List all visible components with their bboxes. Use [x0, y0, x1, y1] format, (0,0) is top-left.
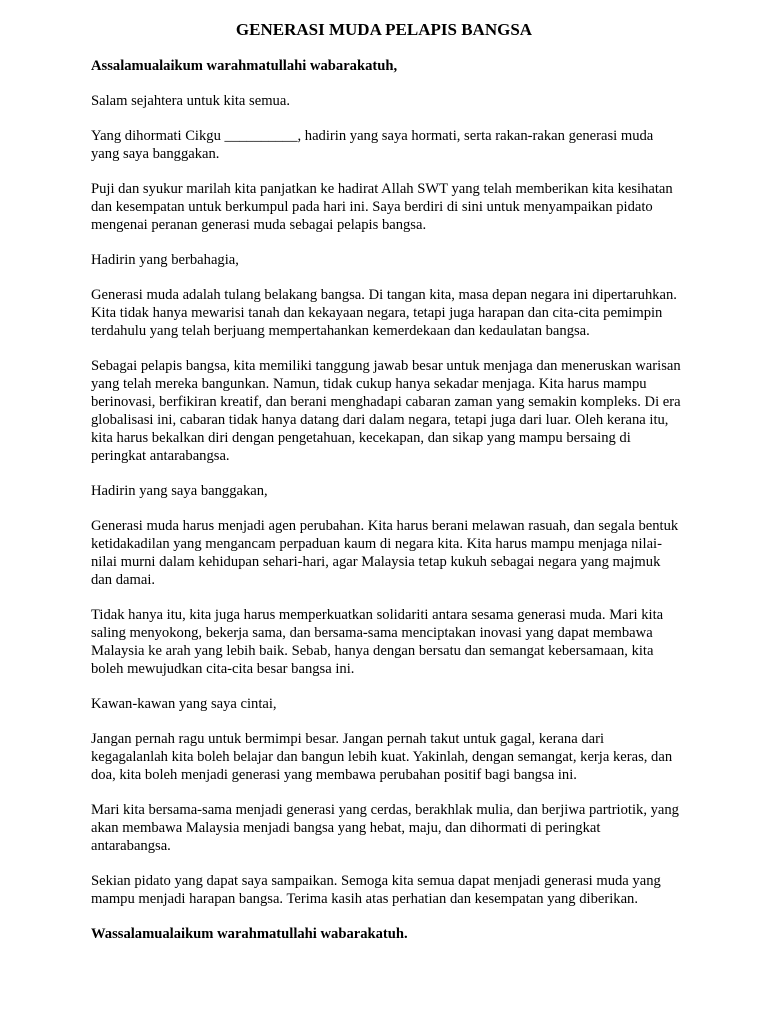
paragraph-solidariti: Tidak hanya itu, kita juga harus memperkuatkan solidariti antara sesama generasi muda. Mari kita saling menyokong, bekerja sama, dan bersama-sama menciptakan inovasi yang dapat membawa Malaysia ke arah yang lebih baik. Sebab, hanya dengan bersatu dan semangat kebersamaan, kita boleh mewujudkan cita-cita besar bangsa ini.: [91, 607, 664, 677]
paragraph-bermimpi-besar: Jangan pernah ragu untuk bermimpi besar. Jangan pernah takut untuk gagal, kerana dari kegagalanlah kita boleh belajar dan bangun lebih kuat. Yakinlah, dengan semangat, kerja keras, dan doa, kita boleh menjadi generasi yang membawa perubahan positif bagi bangsa ini.: [91, 731, 673, 783]
paragraph-pelapis-bangsa: Sebagai pelapis bangsa, kita memiliki tanggung jawab besar untuk menjaga dan meneruskan warisan yang telah mereka bangunkan. Namun, tidak cukup hanya sekadar menjaga. Kita harus mampu berinovasi, berfikiran kreatif, dan berani menghadapi cabaran zaman yang semakin kompleks. Di era globalisasi ini, cabaran tidak hanya datang dari dalam negara, tetapi juga dari luar. Oleh kerana itu, kita harus bekalkan diri dengan pengetahuan, kecekapan, dan sikap yang mampu bersaing di peringkat antarabangsa.: [91, 358, 681, 464]
paragraph-agen-perubahan: Generasi muda harus menjadi agen perubahan. Kita harus berani melawan rasuah, dan segala bentuk ketidakadilan yang mengancam perpaduan kaum di negara kita. Kita harus mampu menjaga nilai-nilai murni dalam kehidupan sehari-hari, agar Malaysia tetap kukuh sebagai negara yang majmuk dan damai.: [91, 518, 679, 588]
greeting: Assalamualaikum warahmatullahi wabarakatuh,: [91, 58, 398, 74]
paragraph-generasi-cerdas: Mari kita bersama-sama menjadi generasi yang cerdas, berakhlak mulia, dan berjiwa partriotik, yang akan membawa Malaysia menjadi bangsa yang hebat, maju, dan dihormati di peringkat antarabangsa.: [91, 802, 679, 854]
document-body: [91, 57, 681, 960]
paragraph-tulang-belakang: Generasi muda adalah tulang belakang bangsa. Di tangan kita, masa depan negara ini dipertaruhkan. Kita tidak hanya mewarisi tanah dan kekayaan negara, tetapi juga harapan dan cita-cita pemimpin terdahulu yang telah berjuang mempertahankan kemerdekaan dan kedaulatan bangsa.: [91, 287, 677, 339]
document-title: GENERASI MUDA PELAPIS BANGSA: [235, 20, 533, 39]
closing: Wassalamualaikum warahmatullahi wabarakatuh.: [91, 926, 408, 942]
paragraph-salam: Salam sejahtera untuk kita semua.: [91, 93, 290, 109]
paragraph-kawan-kawan: Kawan-kawan yang saya cintai,: [91, 696, 277, 712]
paragraph-puji-syukur: Puji dan syukur marilah kita panjatkan ke hadirat Allah SWT yang telah memberikan kita kesihatan dan kesempatan untuk berkumpul pada hari ini. Saya berdiri di sini untuk menyampaikan pidato mengenai peranan generasi muda sebagai pelapis bangsa.: [91, 181, 673, 233]
paragraph-hadirin-berbahagia: Hadirin yang berbahagia,: [91, 252, 239, 268]
paragraph-dihormati: Yang dihormati Cikgu __________, hadirin yang saya hormati, serta rakan-rakan generasi muda yang saya banggakan.: [91, 128, 654, 162]
paragraph-hadirin-banggakan: Hadirin yang saya banggakan,: [91, 483, 268, 499]
paragraph-sekian: Sekian pidato yang dapat saya sampaikan. Semoga kita semua dapat menjadi generasi muda yang mampu menjadi harapan bangsa. Terima kasih atas perhatian dan kesempatan yang diberikan.: [91, 873, 661, 907]
